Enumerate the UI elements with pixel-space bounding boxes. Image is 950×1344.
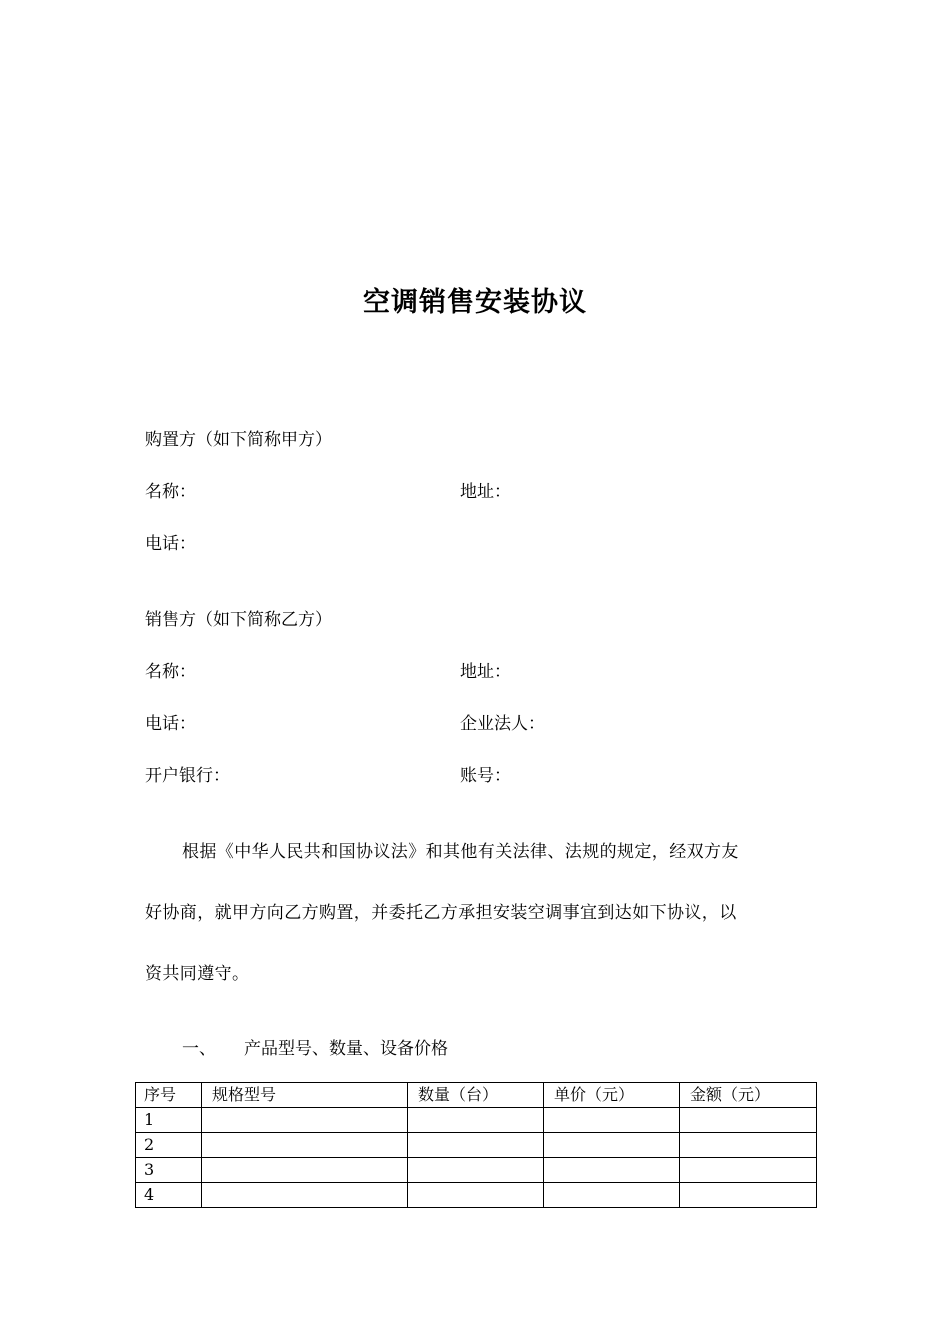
table-header-cell: 规格型号 xyxy=(202,1083,408,1108)
table-cell xyxy=(202,1108,408,1133)
table-cell xyxy=(202,1183,408,1208)
intro-paragraph-line: 资共同遵守。 xyxy=(145,964,250,984)
table-row xyxy=(136,1183,817,1208)
table-cell xyxy=(202,1133,408,1158)
seller-address-label: 地址： xyxy=(460,662,511,682)
table-cell xyxy=(202,1158,408,1183)
table-cell: 4 xyxy=(136,1183,202,1208)
table-cell: 3 xyxy=(136,1158,202,1183)
table-cell xyxy=(680,1183,817,1208)
table-row xyxy=(136,1108,817,1133)
table-cell xyxy=(544,1158,680,1183)
seller-phone-label: 电话： xyxy=(145,714,196,734)
table-cell xyxy=(408,1183,544,1208)
document-title: 空调销售安装协议 xyxy=(363,287,587,318)
table-cell xyxy=(544,1133,680,1158)
table-header-cell: 序号 xyxy=(136,1083,202,1108)
section-number: 一、 xyxy=(182,1039,216,1059)
table-cell xyxy=(680,1108,817,1133)
seller-legal-person-label: 企业法人： xyxy=(460,714,545,734)
table-cell xyxy=(680,1133,817,1158)
intro-paragraph-line: 根据《中华人民共和国协议法》和其他有关法律、法规的规定，经双方友 xyxy=(182,842,739,862)
table-row xyxy=(136,1133,817,1158)
table-header-cell: 金额（元） xyxy=(680,1083,817,1108)
table-cell xyxy=(408,1158,544,1183)
buyer-heading: 购置方（如下简称甲方） xyxy=(145,430,332,450)
buyer-name-label: 名称： xyxy=(145,482,196,502)
table-cell: 2 xyxy=(136,1133,202,1158)
seller-bank-label: 开户银行： xyxy=(145,766,230,786)
buyer-address-label: 地址： xyxy=(460,482,511,502)
table-header-row xyxy=(136,1083,817,1108)
price-table xyxy=(135,1082,817,1208)
table-header-cell: 单价（元） xyxy=(544,1083,680,1108)
table-row xyxy=(136,1158,817,1183)
table-cell: 1 xyxy=(136,1108,202,1133)
table-header-cell: 数量（台） xyxy=(408,1083,544,1108)
seller-name-label: 名称： xyxy=(145,662,196,682)
table-cell xyxy=(544,1183,680,1208)
intro-paragraph-line: 好协商，就甲方向乙方购置，并委托乙方承担安装空调事宜到达如下协议，以 xyxy=(145,903,737,923)
seller-heading: 销售方（如下简称乙方） xyxy=(145,610,332,630)
table-cell xyxy=(408,1133,544,1158)
section-title: 产品型号、数量、设备价格 xyxy=(244,1039,448,1059)
buyer-phone-label: 电话： xyxy=(145,534,196,554)
table-cell xyxy=(680,1158,817,1183)
table-cell xyxy=(544,1108,680,1133)
table-cell xyxy=(408,1108,544,1133)
seller-account-label: 账号： xyxy=(460,766,511,786)
